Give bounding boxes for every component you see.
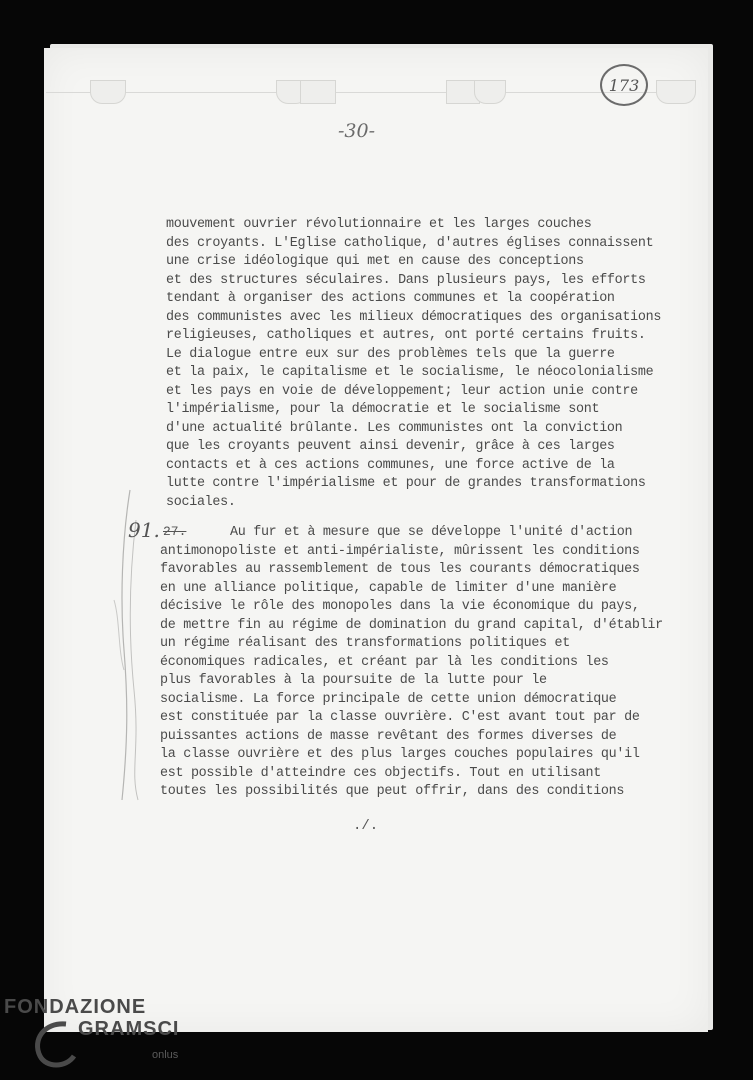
text-line: d'une actualité brûlante. Les communistes ont la conviction — [166, 420, 623, 436]
text-line: la classe ouvrière et des plus larges couches populaires qu'il — [160, 747, 640, 762]
paragraph-2 — [160, 524, 663, 802]
text-line: lutte contre l'impérialisme et pour de grandes transformations — [166, 476, 646, 491]
text-line: contacts et à ces actions communes, une force active de la — [166, 457, 615, 473]
watermark-line-2: GRAMSCI — [78, 1018, 180, 1040]
text-line: des communistes avec les milieux démocratiques des organisations — [166, 309, 662, 325]
text-line: plus favorables à la poursuite de la lutte pour le — [160, 673, 547, 688]
text-line: sociales. — [166, 494, 236, 510]
text-line: l'impérialisme, pour la démocratie et le socialisme sont — [166, 402, 600, 417]
binder-clip-mark — [90, 80, 126, 104]
text-line: puissantes actions de masse revêtant des formes diverses de — [160, 728, 617, 744]
text-line: des croyants. L'Eglise catholique, d'autres églises connaissent — [166, 235, 654, 251]
struck-paragraph-marker: 27. — [163, 524, 187, 539]
text-line: de mettre fin au régime de domination du grand capital, d'établir — [160, 617, 663, 633]
text-line: religieuses, catholiques et autres, ont porté certains fruits. — [166, 328, 646, 343]
text-line: une crise idéologique qui met en cause des conceptions — [166, 254, 584, 269]
archive-folio-stamp — [600, 64, 648, 106]
fondazione-gramsci-watermark — [2, 996, 202, 1076]
continuation-mark: ./. — [353, 818, 379, 834]
swirl-logo-icon — [26, 1016, 86, 1072]
binder-clip-mark — [474, 80, 506, 104]
watermark-suffix: onlus — [152, 1049, 179, 1061]
text-line: socialisme. La force principale de cette union démocratique — [160, 691, 617, 707]
text-line: décisive le rôle des monopoles dans la vie économique du pays, — [160, 599, 640, 614]
paragraph-number: 91. — [128, 518, 160, 542]
text-line: économiques radicales, et créant par là les conditions les — [160, 654, 609, 670]
text-line: et des structures séculaires. Dans plusieurs pays, les efforts — [166, 272, 646, 288]
text-line: toutes les possibilités que peut offrir, dans des conditions — [160, 784, 625, 799]
text-line: antimonopoliste et anti-impérialiste, mûrissent les conditions — [160, 543, 640, 559]
text-line: et les pays en voie de développement; leur action unie contre — [166, 383, 638, 399]
binder-clip-mark — [656, 80, 696, 104]
watermark-line-1: FONDAZIONE — [4, 996, 147, 1018]
binder-edge-line — [46, 92, 686, 93]
folio-number: 173 — [608, 75, 640, 95]
text-line: que les croyants peuvent ainsi devenir, grâce à ces larges — [166, 439, 615, 454]
text-line: Le dialogue entre eux sur des problèmes tels que la guerre — [166, 346, 615, 362]
text-line: tendant à organiser des actions communes et la coopération — [166, 291, 615, 306]
text-line: est possible d'atteindre ces objectifs. Tout en utilisant — [160, 765, 601, 781]
text-line: mouvement ouvrier révolutionnaire et les larges couches — [166, 217, 592, 232]
paragraph-1 — [166, 216, 661, 512]
text-line: en une alliance politique, capable de limiter d'une manière — [160, 580, 617, 596]
text-line: Au fur et à mesure que se développe l'unité d'action — [230, 525, 633, 540]
text-line: favorables au rassemblement de tous les courants démocratiques — [160, 562, 640, 577]
text-line: un régime réalisant des transformations politiques et — [160, 636, 570, 651]
text-line: est constituée par la classe ouvrière. C'est avant tout par de — [160, 710, 640, 725]
text-line: et la paix, le capitalisme et le socialisme, le néocolonialisme — [166, 365, 654, 380]
binder-clip-mark — [300, 80, 336, 104]
page-number: -30- — [338, 120, 376, 142]
